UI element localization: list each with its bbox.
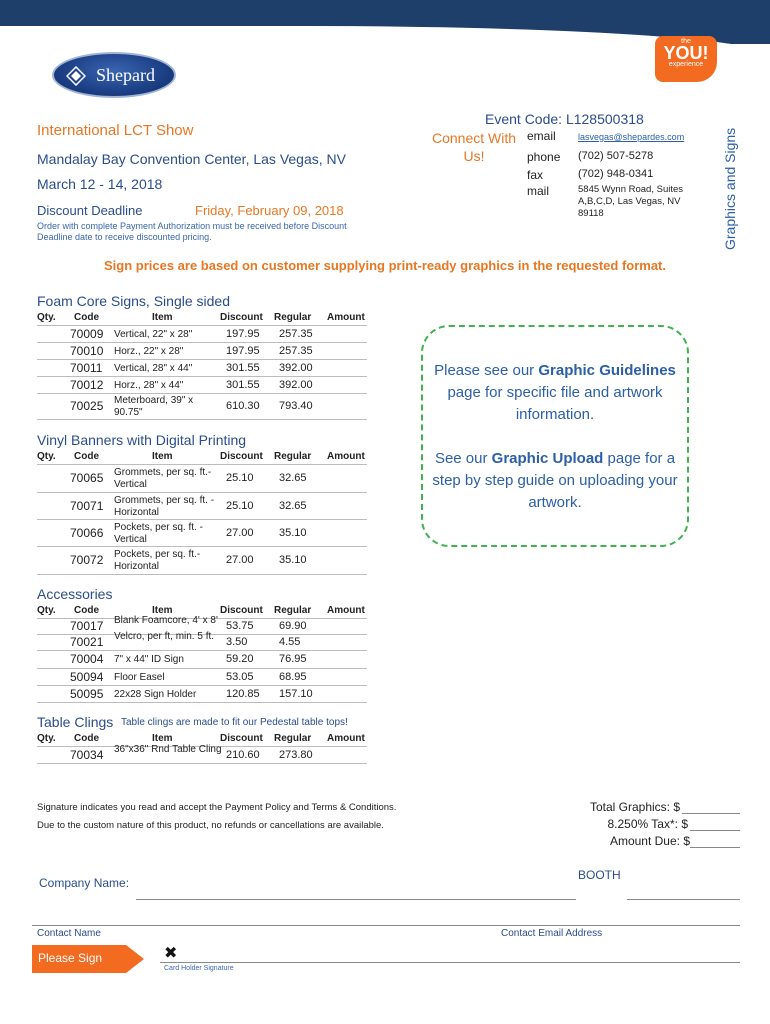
discount-price: 610.30 [226,400,260,412]
requirements-banner: Sign prices are based on customer supplying print-ready graphics in the requested format. [103,258,666,273]
vinyl-header [37,449,367,465]
item-description: 7" x 44" ID Sign [114,654,184,665]
item-description: Meterboard, 39" x 90.75" [114,395,194,418]
table-row [37,520,367,547]
mail-label: mail [527,184,550,198]
item-description: Horz., 28" x 44" [114,380,184,391]
amount-field[interactable] [327,635,367,651]
regular-price: 392.00 [279,379,313,391]
amount-field[interactable] [327,619,367,635]
upload-pre: See our [434,450,492,467]
email-link[interactable]: lasvegas@shepardes.com [578,132,685,142]
amount-field[interactable] [327,493,367,520]
table-row [37,631,367,651]
item-code: 70025 [70,399,104,413]
side-label: Graphics and Signs [722,127,738,250]
item-description: 22x28 Sign Holder [114,689,197,700]
item-code: 70009 [70,327,104,341]
item-code: 70065 [70,471,104,485]
discount-price: 120.85 [226,688,260,700]
col-item: Item [152,605,173,616]
deadline-label: Discount Deadline [37,203,143,218]
amount-field[interactable] [327,326,367,343]
table-row [37,651,367,669]
graphic-guidelines-box [421,325,689,547]
item-code: 50094 [70,670,104,684]
regular-price: 257.35 [279,345,313,357]
discount-price: 197.95 [226,328,260,340]
contact-line[interactable] [32,925,740,926]
event-code: Event Code: L128500318 [485,111,644,127]
amount-field[interactable] [327,465,367,493]
venue: Mandalay Bay Convention Center, Las Vegas, NV [37,151,346,167]
card-holder-label: Card Holder Signature [164,965,234,972]
col-amount: Amount [327,605,365,616]
amount-field[interactable] [327,686,367,703]
discount-price: 25.10 [226,500,254,512]
item-description: Grommets, per sq. ft. - Horizontal [114,495,215,518]
table-row [37,465,367,493]
upload-post: page for a step by step guide on uploading your artwork. [432,450,678,511]
table-row [37,547,367,575]
table-row [37,377,367,394]
contact-email-label: Contact Email Address [501,928,603,939]
accessories-title: Accessories [37,586,113,602]
regular-price: 76.95 [279,653,307,665]
item-code: 70034 [70,748,104,762]
regular-price: 4.55 [279,636,301,648]
discount-price: 27.00 [226,527,254,539]
badge-you: YOU! [663,43,709,63]
you-experience-badge [655,36,717,82]
please-sign-label: Please Sign [38,951,103,965]
amount-field[interactable] [327,360,367,377]
amount-field[interactable] [327,547,367,575]
phone-label: phone [527,150,561,164]
badge-experience: experience [668,61,704,68]
regular-price: 32.65 [279,472,307,484]
table-row [37,493,367,520]
col-qty: Qty. [37,312,56,323]
amount-due-field[interactable] [690,847,740,848]
foam-header [37,310,367,326]
col-discount: Discount [220,451,263,462]
regular-price: 157.10 [279,688,313,700]
phone-value: (702) 507-5278 [578,150,654,162]
regular-price: 793.40 [279,400,313,412]
amount-field[interactable] [327,747,367,764]
table-row [37,669,367,686]
total-graphics-label: Total Graphics: $ [589,800,680,814]
discount-price: 59.20 [226,653,254,665]
clings-title: Table Clings [37,714,114,730]
col-discount: Discount [220,733,263,744]
item-code: 70017 [70,619,104,633]
regular-price: 392.00 [279,362,313,374]
item-description: Blank Foamcore, 4' x 8' [114,615,218,626]
regular-price: 273.80 [279,749,313,761]
item-code: 70011 [70,361,103,375]
discount-price: 27.00 [226,554,254,566]
item-description: Grommets, per sq. ft.- Vertical [114,467,212,490]
item-description: Vertical, 28" x 44" [114,363,193,374]
discount-price: 301.55 [226,379,260,391]
amount-field[interactable] [327,651,367,669]
foam-title: Foam Core Signs, Single sided [37,293,230,309]
discount-price: 3.50 [226,636,248,648]
item-description: Pockets, per sq. ft.- Horizontal [114,549,201,572]
table-row [37,394,367,420]
col-code: Code [74,451,99,462]
col-item: Item [152,312,173,323]
signature-field[interactable] [160,962,740,963]
company-label: Company Name: [39,876,130,890]
item-description: 36"x36" Rnd Table Cling [114,744,222,755]
col-code: Code [74,605,99,616]
item-code: 70021 [70,635,104,649]
total-graphics-field[interactable] [682,813,740,814]
col-discount: Discount [220,312,263,323]
item-code: 70072 [70,553,104,567]
graphic-upload-link[interactable]: Graphic Upload [491,450,604,467]
col-amount: Amount [327,312,365,323]
regular-price: 68.95 [279,671,307,683]
col-regular: Regular [274,605,312,616]
col-item: Item [152,733,173,744]
x-mark-icon: ✖ [164,945,178,962]
guidelines-pre: Please see our [434,362,539,379]
guidelines-text [429,360,681,426]
contact-name-label: Contact Name [37,928,101,939]
refund-note: Due to the custom nature of this product, no refunds or cancellations are available. [37,820,384,831]
table-row [37,326,367,343]
fax-label: fax [527,168,544,182]
discount-price: 197.95 [226,345,260,357]
col-discount: Discount [220,605,263,616]
deadline-date: Friday, February 09, 2018 [195,203,344,218]
table-row [37,686,367,703]
tax-field[interactable] [690,830,740,831]
tax-label: 8.250% Tax*: $ [607,817,688,831]
regular-price: 35.10 [279,527,307,539]
discount-price: 25.10 [226,472,254,484]
col-regular: Regular [274,451,312,462]
deadline-note: Order with complete Payment Authorization must be received before Discount Deadline date to receive discounted pricing. [37,221,347,242]
item-code: 70010 [70,344,104,358]
col-item: Item [152,451,173,462]
graphic-guidelines-link[interactable]: Graphic Guidelines [538,362,676,379]
mail-value: 5845 Wynn Road, Suites A,B,C,D, Las Vegas, NV 89118 [578,184,684,219]
col-qty: Qty. [37,733,56,744]
table-row [37,343,367,360]
regular-price: 32.65 [279,500,307,512]
col-code: Code [74,733,99,744]
booth-field[interactable] [627,899,740,900]
fax-value: (702) 948-0341 [578,168,654,180]
booth-label: BOOTH [578,868,621,882]
diamond-logo-icon [66,66,86,86]
amount-field[interactable] [327,343,367,360]
item-description: Pockets, per sq. ft. - Vertical [114,522,203,545]
show-name: International LCT Show [37,122,194,139]
regular-price: 35.10 [279,554,307,566]
signature-note: Signature indicates you read and accept the Payment Policy and Terms & Conditions. [37,802,397,813]
col-regular: Regular [274,733,312,744]
connect-label: Connect With Us! [431,130,517,164]
discount-price: 53.75 [226,620,254,632]
show-dates: March 12 - 14, 2018 [37,176,163,192]
guidelines-post: page for specific file and artwork information. [447,384,663,423]
item-code: 50095 [70,687,104,701]
item-code: 70066 [70,526,104,540]
col-amount: Amount [327,451,365,462]
amount-due-label: Amount Due: $ [609,834,690,848]
item-code: 70004 [70,652,104,666]
col-qty: Qty. [37,451,56,462]
discount-price: 301.55 [226,362,260,374]
col-amount: Amount [327,733,365,744]
discount-price: 53.05 [226,671,254,683]
vinyl-title: Vinyl Banners with Digital Printing [37,432,247,448]
amount-field[interactable] [327,669,367,686]
item-code: 70071 [70,499,104,513]
col-regular: Regular [274,312,312,323]
upload-text [429,448,681,514]
amount-field[interactable] [327,377,367,394]
badge-the: the [681,38,691,45]
logo-text: Shepard [96,65,155,85]
amount-field[interactable] [327,520,367,547]
regular-price: 69.90 [279,620,307,632]
email-label: email [527,129,556,143]
company-field[interactable] [136,899,576,900]
table-row [37,744,367,764]
item-code: 70012 [70,378,104,392]
item-description: Vertical, 22" x 28" [114,329,193,340]
table-row [37,360,367,377]
item-description: Horz., 22" x 28" [114,346,184,357]
item-description: Velcro, per ft, min. 5 ft. [114,631,215,642]
shepard-logo [52,52,176,98]
regular-price: 257.35 [279,328,313,340]
item-description: Floor Easel [114,672,165,683]
discount-price: 210.60 [226,749,260,761]
col-qty: Qty. [37,605,56,616]
col-code: Code [74,312,99,323]
amount-field[interactable] [327,394,367,420]
clings-subtitle: Table clings are made to fit our Pedestal table tops! [121,717,348,728]
